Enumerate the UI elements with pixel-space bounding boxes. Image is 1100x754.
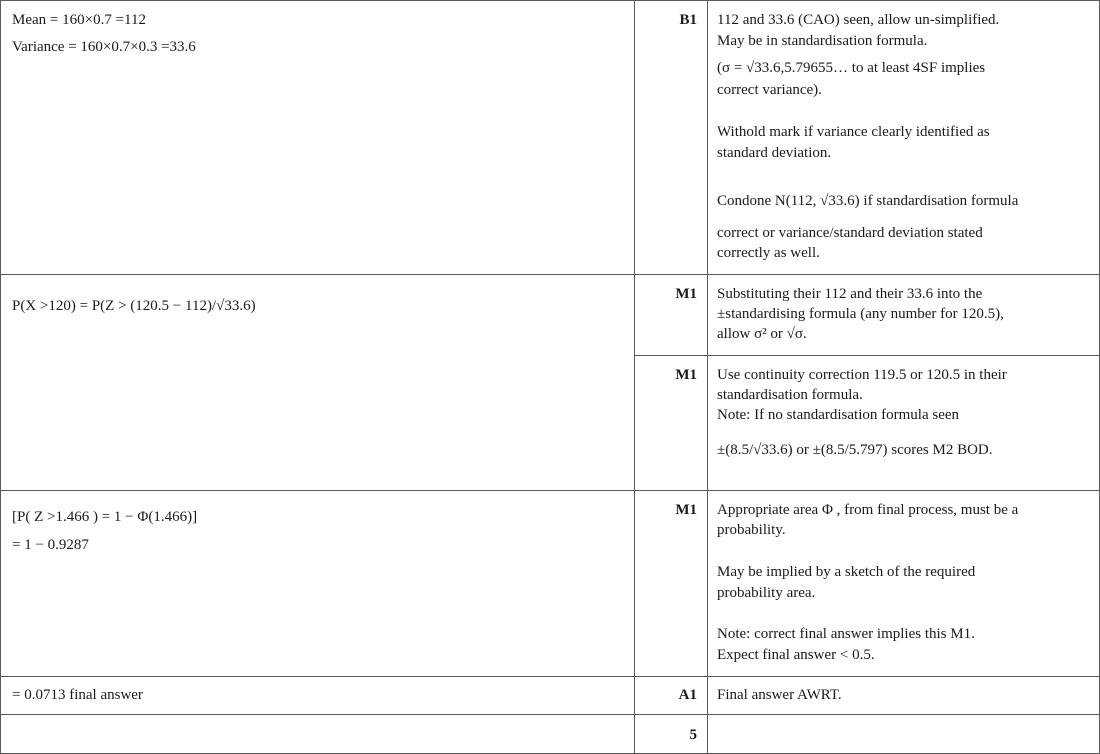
row-divider: [0, 0, 1100, 1]
column-divider: [0, 0, 1, 754]
guidance-line: Condone N(112, √33.6) if standardisation formula: [717, 193, 1019, 209]
mark-m1: M1: [675, 286, 697, 302]
guidance-line: Expect final answer < 0.5.: [717, 647, 875, 663]
total-marks: 5: [689, 727, 697, 743]
guidance-line: correctly as well.: [717, 245, 820, 261]
guidance-line: ±standardising formula (any number for 120.5),: [717, 306, 1004, 322]
guidance-line: Note: If no standardisation formula seen: [717, 407, 960, 423]
guidance-line: standard deviation.: [717, 145, 832, 161]
guidance-line: Final answer AWRT.: [717, 687, 842, 703]
mark-m1: M1: [675, 502, 697, 518]
row-divider: [0, 490, 1100, 491]
mark-b1: B1: [679, 12, 697, 28]
guidance-line: probability area.: [717, 585, 816, 601]
guidance-line: probability.: [717, 522, 786, 538]
guidance-line: allow σ² or √σ.: [717, 326, 807, 342]
row-divider: [0, 274, 1100, 275]
working-normal-cdf: [P( Z >1.466 ) = 1 − Φ(1.466)]: [12, 509, 198, 525]
row-divider: [0, 676, 1100, 677]
working-mean: Mean = 160×0.7 =112: [12, 12, 146, 28]
row-divider: [634, 355, 1100, 356]
working-variance: Variance = 160×0.7×0.3 =33.6: [12, 39, 196, 55]
guidance-line: standardisation formula.: [717, 387, 863, 403]
guidance-line: correct variance).: [717, 82, 822, 98]
working-final-answer: = 0.0713 final answer: [12, 687, 143, 703]
row-divider: [0, 714, 1100, 715]
guidance-line: Use continuity correction 119.5 or 120.5 in their: [717, 367, 1007, 383]
mark-m1: M1: [675, 367, 697, 383]
mark-a1: A1: [678, 687, 697, 703]
working-subtraction: = 1 − 0.9287: [12, 537, 89, 553]
guidance-line: (σ = √33.6,5.79655… to at least 4SF implies: [717, 60, 986, 76]
guidance-line: correct or variance/standard deviation stated: [717, 225, 983, 241]
guidance-line: 112 and 33.6 (CAO) seen, allow un-simplified.: [717, 12, 1000, 28]
guidance-line: Substituting their 112 and their 33.6 into the: [717, 286, 983, 302]
guidance-line: May be in standardisation formula.: [717, 33, 928, 49]
column-divider: [634, 0, 635, 754]
guidance-line: Note: correct final answer implies this M1.: [717, 626, 975, 642]
working-probability-statement: P(X >120) = P(Z > (120.5 − 112)/√33.6): [12, 298, 256, 314]
guidance-line: Withold mark if variance clearly identified as: [717, 124, 990, 140]
column-divider: [707, 0, 708, 754]
guidance-line: Appropriate area Φ , from final process, must be a: [717, 502, 1019, 518]
guidance-line: ±(8.5/√33.6) or ±(8.5/5.797) scores M2 BOD.: [717, 442, 993, 458]
guidance-line: May be implied by a sketch of the required: [717, 564, 976, 580]
